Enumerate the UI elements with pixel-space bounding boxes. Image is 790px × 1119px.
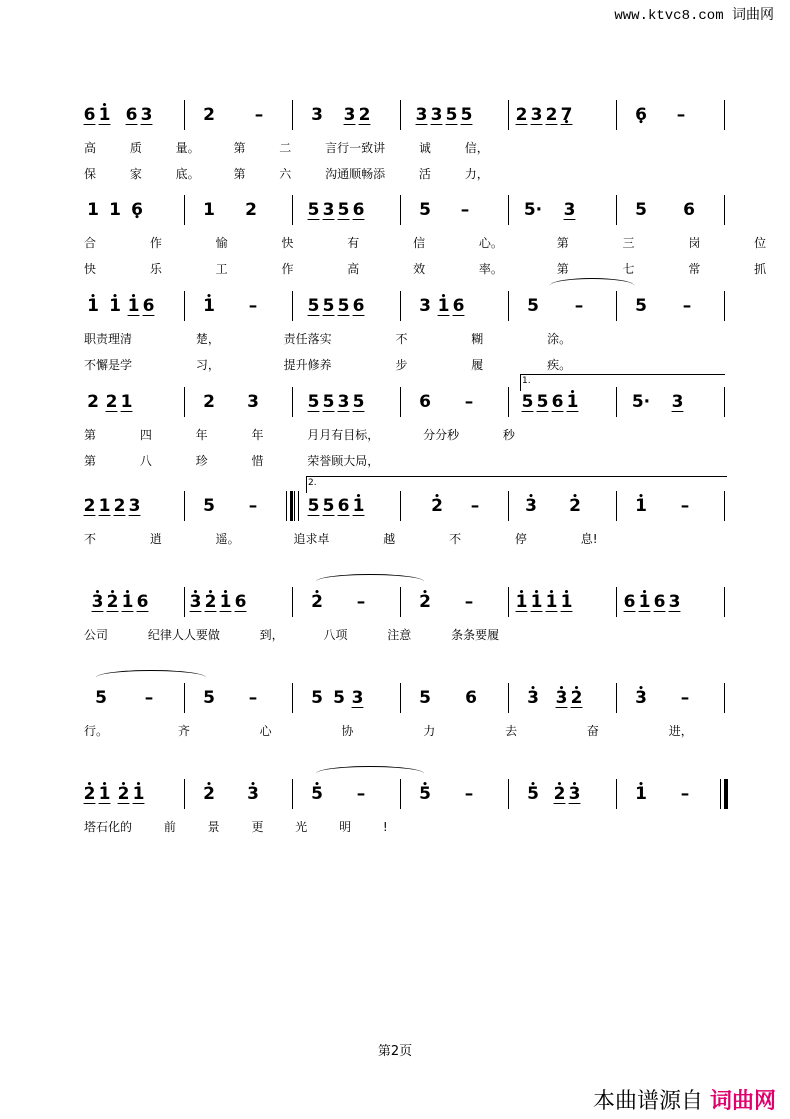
measure: 5 – xyxy=(635,296,692,316)
measure: 3 3 5 5 xyxy=(415,105,473,125)
measure: 2 3 2 7 • xyxy=(514,95,574,135)
score-row-5 xyxy=(80,478,730,552)
site-watermark xyxy=(614,4,774,24)
score-row-2 xyxy=(80,190,767,282)
measure: 5 – xyxy=(203,496,258,516)
volta-label: 2. xyxy=(308,478,317,488)
lyric-line: 塔石化的 前 景 更 光 明 ! xyxy=(84,820,388,834)
measure: 6 • 1 6 3 xyxy=(82,95,154,135)
lyric-line: 保 家 底。 第 六 沟通顺畅添 活 力， xyxy=(84,167,489,181)
lyric-line: 职责理清 楚， 责任落实 不 糊 涂。 xyxy=(84,332,572,346)
site-url: www.ktvc8.com xyxy=(614,8,724,24)
lyric-line: 第 四 年 年 月月有目标， 分分秒 秒 xyxy=(84,428,515,442)
measure: 1 2 xyxy=(203,200,257,220)
measure: • 2 • 3 xyxy=(198,774,264,814)
measure: 2 1 2 3 xyxy=(83,496,141,516)
measure: 6 – xyxy=(419,392,474,412)
measure: • 1 • 1 • 1 6 xyxy=(82,286,156,326)
measure: 5 5 5 6 xyxy=(307,296,365,316)
measure: • 3 • 2 • 1 6 xyxy=(188,582,248,622)
footer-brand: 词曲网 xyxy=(709,1089,776,1114)
volta-label: 1. xyxy=(522,376,531,386)
score-row-1 xyxy=(80,95,730,187)
final-barline xyxy=(720,779,728,809)
measure: • 2 – xyxy=(306,582,372,622)
measure: 5 – xyxy=(203,688,258,708)
lyric-line: 高 质 量。 第 二 言行一致讲 诚 信， xyxy=(84,141,489,155)
measure: 5 5 3 5 xyxy=(307,392,365,412)
lyric-line: 快 乐 工 作 高 效 率。 第 七 常 抓 xyxy=(84,262,767,276)
measure: 2 – xyxy=(203,105,264,125)
lyric-line: 不懈是学 习， 提升修养 步 履 疾。 xyxy=(84,358,572,372)
measure: • 5 – xyxy=(414,774,480,814)
measure: 6 • – xyxy=(630,95,692,135)
score-row-4 xyxy=(80,376,730,474)
measure: • 5 • 2 • 3 xyxy=(522,774,582,814)
measure: 6 • 1 6 3 xyxy=(622,582,682,622)
source-footer xyxy=(593,1084,776,1115)
lyric-line: 公司 纪律人人要做 到， 八项 注意 条条要履 xyxy=(84,628,500,642)
measure: • 2 • 1 • 2 • 1 xyxy=(82,774,146,814)
measure: • 2 – xyxy=(414,582,480,622)
measure: 5· 3 xyxy=(523,200,576,220)
measure: 5 5 6 • 1 xyxy=(306,486,366,526)
lyric-line: 合 作 愉 快 有 信 心。 第 三 岗 位 xyxy=(84,236,767,250)
measure: • 2 – xyxy=(426,486,486,526)
score-row-8 xyxy=(80,774,730,840)
measure: 5· 3 xyxy=(631,392,684,412)
repeat-barline xyxy=(286,491,293,521)
measure: 2 3 xyxy=(203,392,259,412)
lyric-line: 第 八 珍 惜 荣誉顾大局， xyxy=(84,454,380,468)
measure: • 3 • 2 • 1 6 xyxy=(90,582,150,622)
measure: 3 • 1 6 xyxy=(414,286,466,326)
measure: 5 – xyxy=(419,200,470,220)
site-name: 词曲网 xyxy=(732,7,774,23)
measure: • 3 • 3 • 2 xyxy=(522,678,584,718)
measure: • 1 – xyxy=(630,486,696,526)
measure: • 3 • 2 xyxy=(520,486,586,526)
measure: 2 2 1 xyxy=(87,392,133,412)
score-row-7 xyxy=(80,678,730,744)
measure: 5 5 3 xyxy=(311,688,364,708)
measure: 1 1 6 • xyxy=(82,190,148,230)
measure: • 1 – xyxy=(630,774,696,814)
measure: • 1 • 1 • 1 • 1 xyxy=(514,582,574,622)
measure: 5 – xyxy=(527,296,584,316)
score-row-6 xyxy=(80,582,730,648)
measure: 5 6 xyxy=(419,688,477,708)
page-number: 第2页 xyxy=(377,1044,413,1059)
measure: • 5 – xyxy=(306,774,372,814)
footer-prefix: 本曲谱源自 xyxy=(592,1089,703,1114)
measure: 5 3 5 6 xyxy=(307,200,365,220)
measure: 5 5 6 • 1 xyxy=(520,382,580,422)
measure: • 1 – xyxy=(198,286,264,326)
lyric-line: 行。 齐 心 协 力 去 奋 进， xyxy=(84,724,693,738)
measure: 3 3 2 xyxy=(311,105,371,125)
score-row-3 xyxy=(80,286,730,378)
measure: 5 6 xyxy=(635,200,695,220)
measure: • 3 – xyxy=(630,678,696,718)
measure: 5 – xyxy=(95,688,154,708)
lyric-line: 不 逍 遥。 追求卓 越 不 停 息! xyxy=(84,532,598,546)
